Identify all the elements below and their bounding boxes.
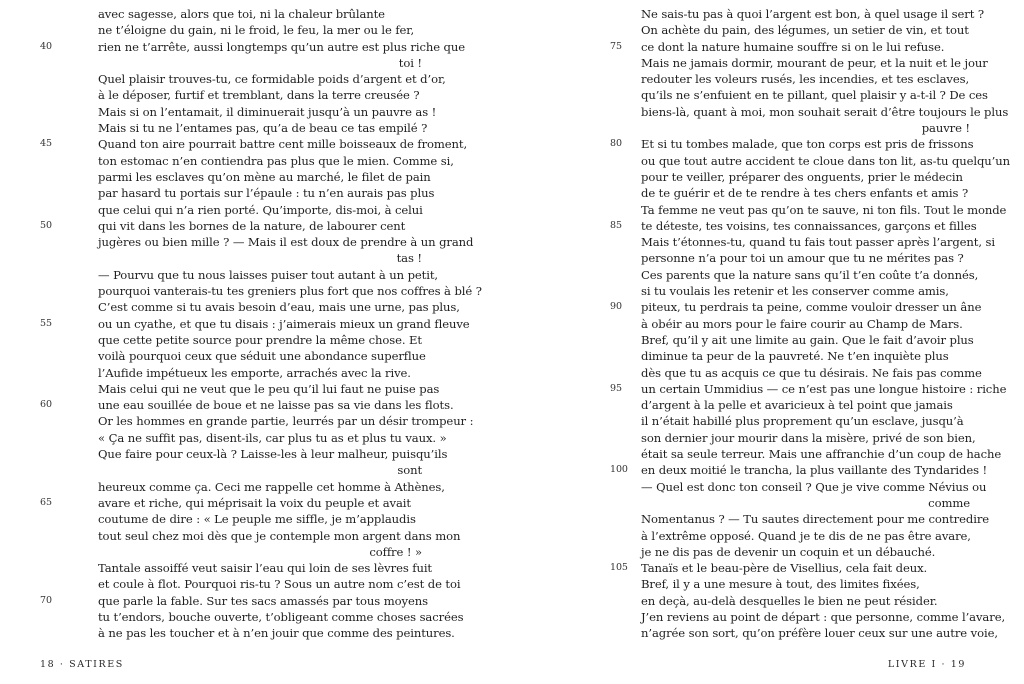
verse-line — [40, 250, 440, 266]
verse-text: ne t’éloigne du gain, ni le froid, le feu, la mer ou le fer, — [98, 23, 415, 38]
verse-line — [40, 55, 440, 71]
verse-line — [610, 560, 980, 576]
verse-text: que celui qui n’a rien porté. Qu’importe, dis-moi, à celui — [98, 202, 423, 217]
verse-line — [610, 430, 980, 446]
verse-text: J’en reviens au point de départ : que personne, comme l’avare, — [641, 609, 1006, 624]
verse-text: un certain Ummidius — ce n’est pas une longue histoire : riche — [641, 381, 1007, 396]
verse-text: Quel plaisir trouves-tu, ce formidable poids d’argent et d’or, — [98, 72, 446, 87]
verse-line — [610, 250, 980, 266]
verse-line — [610, 593, 980, 609]
verse-text: Bref, il y a une mesure à tout, des limites fixées, — [641, 577, 920, 592]
verse-line — [610, 609, 1006, 625]
verse-line — [40, 560, 440, 576]
verse-line — [40, 528, 461, 544]
verse-text: sont — [397, 463, 422, 478]
verse-text: — Pourvu que tu nous laisses puiser tout autant à un petit, — [98, 267, 438, 282]
verse-line — [40, 267, 440, 283]
verse-line — [40, 316, 470, 332]
verse-line — [610, 22, 980, 38]
verse-line — [610, 316, 980, 332]
verse-line — [610, 348, 980, 364]
verse-line — [610, 381, 1007, 397]
line-number: 75 — [610, 40, 622, 52]
verse-text: personne n’a pour toi un amour que tu ne mérites pas ? — [641, 251, 964, 266]
verse-line — [40, 462, 440, 478]
verse-text: Bref, qu’il y ait une limite au gain. Que le fait d’avoir plus — [641, 332, 974, 347]
verse-text: n’agrée son sort, qu’on préfère louer ceux sur une autre voie, — [641, 626, 998, 641]
verse-line — [40, 332, 440, 348]
verse-text: On achète du pain, des légumes, un setier de vin, et tout — [641, 23, 969, 38]
verse-text: à le déposer, furtif et tremblant, dans la terre creusée ? — [98, 88, 420, 103]
verse-text: Mais t’étonnes-tu, quand tu fais tout passer après l’argent, si — [641, 235, 995, 250]
verse-line — [40, 299, 460, 315]
verse-line — [40, 87, 440, 103]
right-page-text — [610, 6, 1010, 642]
verse-text: Mais si tu ne l’entames pas, qu’a de beau ce tas empilé ? — [98, 121, 428, 136]
verse-text: C’est comme si tu avais besoin d’eau, mais une urne, pas plus, — [98, 300, 460, 315]
verse-text: ce dont la nature humaine souffre si on le lui refuse. — [641, 39, 945, 54]
verse-text: Que faire pour ceux-là ? Laisse-les à leur malheur, puisqu’ils — [98, 447, 448, 462]
verse-line — [40, 495, 440, 511]
verse-text: coutume de dire : « Le peuple me siffle, je m’applaudis — [98, 512, 416, 527]
verse-text: en deux moitié le trancha, la plus vaillante des Tyndarides ! — [641, 463, 988, 478]
verse-text: l’Aufide impétueux les emporte, arrachés avec la rive. — [98, 365, 411, 380]
verse-text: que cette petite source pour prendre la même chose. Et — [98, 332, 422, 347]
verse-text: à l’extrême opposé. Quand je te dis de ne pas être avare, — [641, 528, 971, 543]
verse-text: Tantale assoiffé veut saisir l’eau qui loin de ses lèvres fuit — [98, 561, 432, 576]
verse-line — [40, 136, 468, 152]
verse-line — [610, 234, 995, 250]
line-number: 100 — [610, 464, 628, 476]
line-number: 50 — [40, 219, 52, 231]
verse-line — [610, 413, 980, 429]
verse-text: ton estomac n’en contiendra pas plus que le mien. Comme si, — [98, 153, 454, 168]
verse-line — [40, 39, 466, 55]
verse-line — [40, 6, 440, 22]
verse-text: une eau souillée de boue et ne laisse pas sa vie dans les flots. — [98, 398, 454, 413]
verse-line — [40, 397, 454, 413]
verse-line — [610, 576, 980, 592]
verse-text: était sa seule terreur. Mais une affranchie d’un coup de hache — [641, 447, 1002, 462]
verse-line — [40, 511, 440, 527]
verse-line — [40, 202, 440, 218]
line-number: 70 — [40, 594, 52, 606]
verse-text: par hasard tu portais sur l’épaule : tu n’en aurais pas plus — [98, 186, 435, 201]
verse-text: Mais celui qui ne veut que le peu qu’il lui faut ne puise pas — [98, 381, 440, 396]
line-number: 55 — [40, 317, 52, 329]
verse-line — [40, 348, 440, 364]
verse-line — [610, 6, 984, 22]
verse-line — [610, 39, 980, 55]
verse-text: tu t’endors, bouche ouverte, t’obligeant comme choses sacrées — [98, 609, 464, 624]
verse-text: te déteste, tes voisins, tes connaissances, garçons et filles — [641, 218, 977, 233]
line-number: 85 — [610, 219, 622, 231]
verse-text: coffre ! » — [369, 544, 422, 559]
verse-line — [40, 153, 454, 169]
verse-text: il n’était habillé plus proprement qu’un esclave, jusqu’à — [641, 414, 964, 429]
verse-line — [40, 365, 440, 381]
verse-line — [610, 71, 980, 87]
verse-text: « Ça ne suffit pas, disent-ils, car plus tu as et plus tu vaux. » — [98, 430, 447, 445]
verse-text: toi ! — [398, 55, 422, 70]
verse-line — [40, 218, 440, 234]
verse-text: Ne sais-tu pas à quoi l’argent est bon, à quel usage il sert ? — [641, 7, 984, 21]
verse-text: heureux comme ça. Ceci me rappelle cet homme à Athènes, — [98, 479, 445, 494]
verse-line — [610, 495, 980, 511]
verse-line — [40, 430, 447, 446]
verse-text: Et si tu tombes malade, que ton corps est pris de frissons — [641, 137, 974, 152]
verse-line — [610, 446, 1002, 462]
verse-text: de te guérir et de te rendre à tes chers enfants et amis ? — [641, 186, 969, 201]
verse-text: qu’ils ne s’enfuient en te pillant, quel plaisir y a-t-il ? De ces — [641, 88, 988, 103]
verse-line — [40, 446, 448, 462]
verse-text: Or les hommes en grande partie, leurrés par un désir trompeur : — [98, 414, 474, 429]
line-number: 90 — [610, 301, 622, 313]
verse-text: ou que tout autre accident te cloue dans ton lit, as-tu quelqu’un — [641, 153, 1010, 168]
verse-line — [610, 283, 980, 299]
verse-text: en deçà, au-delà desquelles le bien ne peut résider. — [641, 593, 938, 608]
verse-text: voilà pourquoi ceux que séduit une abondance superflue — [98, 349, 426, 364]
verse-line — [610, 202, 1007, 218]
verse-line — [610, 136, 980, 152]
verse-line — [610, 104, 1009, 120]
verse-line — [40, 544, 440, 560]
verse-line — [40, 609, 464, 625]
verse-line — [610, 479, 987, 495]
verse-text: Ces parents que la nature sans qu’il t’en coûte t’a donnés, — [641, 267, 979, 282]
verse-text: jugères ou bien mille ? — Mais il est doux de prendre à un grand — [98, 235, 474, 250]
verse-line — [610, 365, 980, 381]
verse-text: à ne pas les toucher et à n’en jouir que comme des peintures. — [98, 626, 455, 641]
verse-text: redouter les voleurs rusés, les incendies, et tes esclaves, — [641, 72, 970, 87]
verse-line — [610, 528, 980, 544]
verse-text: son dernier jour mourir dans la misère, privé de son bien, — [641, 430, 976, 445]
verse-text: pour te veiller, préparer des onguents, prier le médecin — [641, 169, 963, 184]
verse-line — [610, 299, 980, 315]
verse-line — [40, 381, 440, 397]
verse-text: comme — [928, 495, 970, 510]
verse-text: si tu voulais les retenir et les conserver comme amis, — [641, 284, 949, 299]
verse-text: — Quel est donc ton conseil ? Que je vive comme Névius ou — [641, 479, 987, 494]
verse-line — [610, 267, 980, 283]
verse-text: piteux, tu perdrais ta peine, comme vouloir dresser un âne — [641, 300, 982, 315]
verse-line — [610, 120, 980, 136]
verse-line — [610, 218, 980, 234]
verse-line — [610, 544, 980, 560]
verse-text: et coule à flot. Pourquoi ris-tu ? Sous un autre nom c’est de toi — [98, 577, 461, 592]
verse-line — [40, 120, 440, 136]
verse-text: d’argent à la pelle et avaricieux à tel point que jamais — [641, 398, 953, 413]
verse-line — [40, 576, 461, 592]
right-page-footer: LIVRE I · 19 — [887, 659, 966, 670]
verse-line — [610, 185, 980, 201]
line-number: 45 — [40, 138, 52, 150]
verse-text: rien ne t’arrête, aussi longtemps qu’un autre est plus riche que — [98, 39, 466, 54]
verse-line — [40, 22, 440, 38]
verse-line — [610, 169, 980, 185]
line-number: 40 — [40, 40, 52, 52]
verse-text: tas ! — [396, 251, 422, 266]
verse-line — [610, 397, 980, 413]
verse-line — [40, 169, 440, 185]
line-number: 105 — [610, 562, 628, 574]
line-number: 95 — [610, 382, 622, 394]
verse-line — [40, 479, 445, 495]
verse-text: parmi les esclaves qu’on mène au marché, le filet de pain — [98, 169, 431, 184]
verse-line — [610, 462, 988, 478]
verse-text: je ne dis pas de devenir un coquin et un débauché. — [641, 544, 936, 559]
verse-text: diminue ta peur de la pauvreté. Ne t’en inquiète plus — [641, 349, 949, 364]
verse-line — [40, 413, 474, 429]
verse-line — [40, 234, 474, 250]
left-page-text — [40, 6, 482, 642]
verse-line — [610, 332, 980, 348]
verse-text: que parle la fable. Sur tes sacs amassés par tous moyens — [98, 593, 428, 608]
verse-text: pourquoi vanterais-tu tes greniers plus fort que nos coffres à blé ? — [98, 284, 482, 299]
verse-text: dès que tu as acquis ce que tu désirais. Ne fais pas comme — [641, 365, 982, 380]
verse-text: tout seul chez moi dès que je contemple mon argent dans mon — [98, 528, 461, 543]
verse-line — [40, 71, 446, 87]
verse-text: pauvre ! — [921, 121, 970, 136]
verse-line — [40, 625, 455, 641]
verse-text: à obéir au mors pour le faire courir au Champ de Mars. — [641, 316, 963, 331]
verse-text: ou un cyathe, et que tu disais : j’aimerais mieux un grand fleuve — [98, 316, 470, 331]
verse-line — [610, 511, 990, 527]
line-number: 80 — [610, 138, 622, 150]
verse-text: Quand ton aire pourrait battre cent mille boisseaux de froment, — [98, 137, 468, 152]
verse-text: Nomentanus ? — Tu sautes directement pour me contredire — [641, 512, 990, 527]
line-number: 65 — [40, 496, 52, 508]
verse-line — [610, 87, 988, 103]
verse-text: Mais ne jamais dormir, mourant de peur, et la nuit et le jour — [641, 55, 988, 70]
verse-text: biens-là, quant à moi, mon souhait serait d’être toujours le plus — [641, 104, 1009, 119]
verse-text: avare et riche, qui méprisait la voix du peuple et avait — [98, 495, 411, 510]
verse-line — [610, 55, 988, 71]
verse-line — [610, 625, 998, 641]
right-page — [610, 6, 1010, 646]
verse-line — [40, 283, 482, 299]
verse-line — [40, 185, 440, 201]
verse-line — [40, 593, 440, 609]
line-number: 60 — [40, 399, 52, 411]
verse-text: Tanaïs et le beau-père de Visellius, cela fait deux. — [641, 561, 928, 576]
verse-text: Ta femme ne veut pas qu’on te sauve, ni ton fils. Tout le monde — [641, 202, 1007, 217]
left-page-footer: 18 · SATIRES — [40, 659, 124, 670]
verse-line — [40, 104, 440, 120]
left-page — [40, 6, 482, 646]
verse-line — [610, 153, 1010, 169]
verse-text: Mais si on l’entamait, il diminuerait jusqu’à un pauvre as ! — [98, 104, 437, 119]
verse-text: qui vit dans les bornes de la nature, de labourer cent — [98, 218, 406, 233]
verse-text: avec sagesse, alors que toi, ni la chaleur brûlante — [98, 7, 385, 21]
